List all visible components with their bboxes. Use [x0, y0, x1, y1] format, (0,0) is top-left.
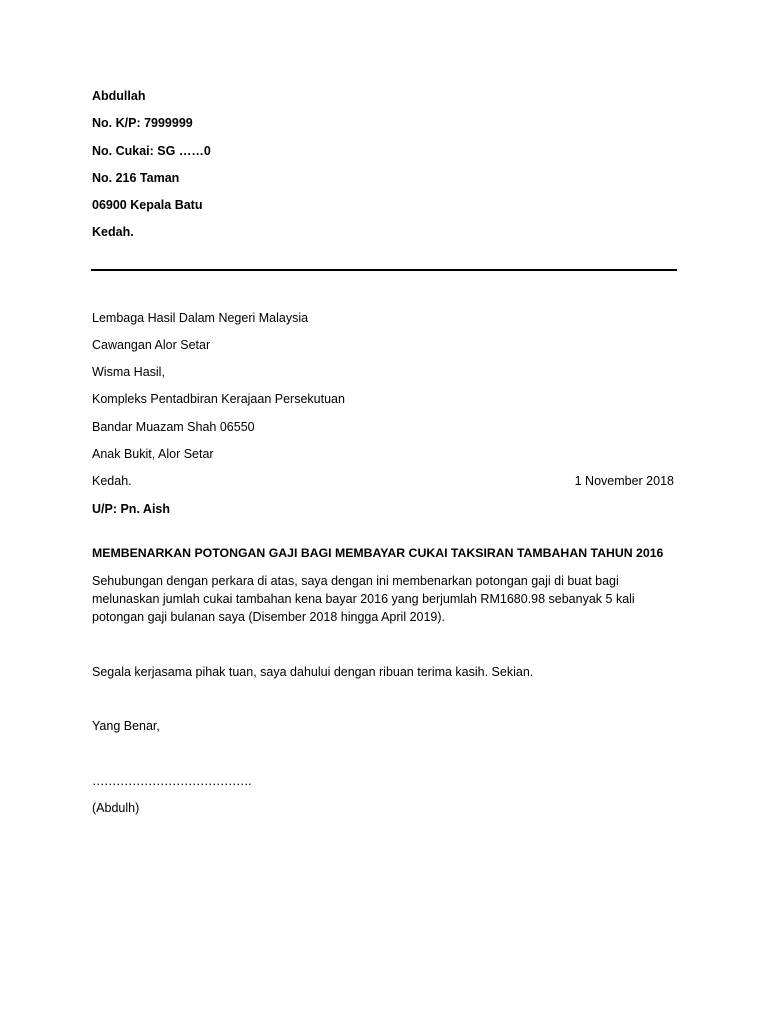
body-paragraph-1-line-1: Sehubungan dengan perkara di atas, saya dengan ini membenarkan potongan gaji di buat bagi [92, 574, 619, 588]
body-paragraph-1-line-3: potongan gaji bulanan saya (Disember 2018 hingga April 2019). [92, 610, 446, 624]
sender-name: Abdullah [92, 89, 146, 103]
attention-line: U/P: Pn. Aish [92, 502, 171, 516]
recipient-line-5: Bandar Muazam Shah 06550 [92, 420, 255, 434]
sender-ic-number: No. K/P: 7999999 [92, 116, 193, 130]
body-paragraph-2: Segala kerjasama pihak tuan, saya dahului dengan ribuan terima kasih. Sekian. [92, 665, 534, 679]
signature-line: …………………………………. [92, 774, 251, 788]
sender-state: Kedah. [92, 225, 134, 239]
sender-tax-number: No. Cukai: SG ……0 [92, 144, 211, 158]
letter-subject: MEMBENARKAN POTONGAN GAJI BAGI MEMBAYAR CUKAI TAKSIRAN TAMBAHAN TAHUN 2016 [92, 546, 664, 560]
closing-salutation: Yang Benar, [92, 719, 160, 733]
recipient-line-2: Cawangan Alor Setar [92, 338, 211, 352]
body-paragraph-1-line-2: melunaskan jumlah cukai tambahan kena bayar 2016 yang berjumlah RM1680.98 sebanyak 5 kali [92, 592, 635, 606]
recipient-line-6: Anak Bukit, Alor Setar [92, 447, 214, 461]
recipient-line-4: Kompleks Pentadbiran Kerajaan Persekutuan [92, 392, 345, 406]
recipient-line-7: Kedah. [92, 474, 132, 488]
letter-date: 1 November 2018 [574, 474, 674, 488]
header-divider [91, 269, 677, 271]
sender-address-line-2: 06900 Kepala Batu [92, 198, 203, 212]
signer-name: (Abdulh) [92, 801, 140, 815]
sender-address-line-1: No. 216 Taman [92, 171, 180, 185]
recipient-line-3: Wisma Hasil, [92, 365, 165, 379]
recipient-line-1: Lembaga Hasil Dalam Negeri Malaysia [92, 311, 309, 325]
